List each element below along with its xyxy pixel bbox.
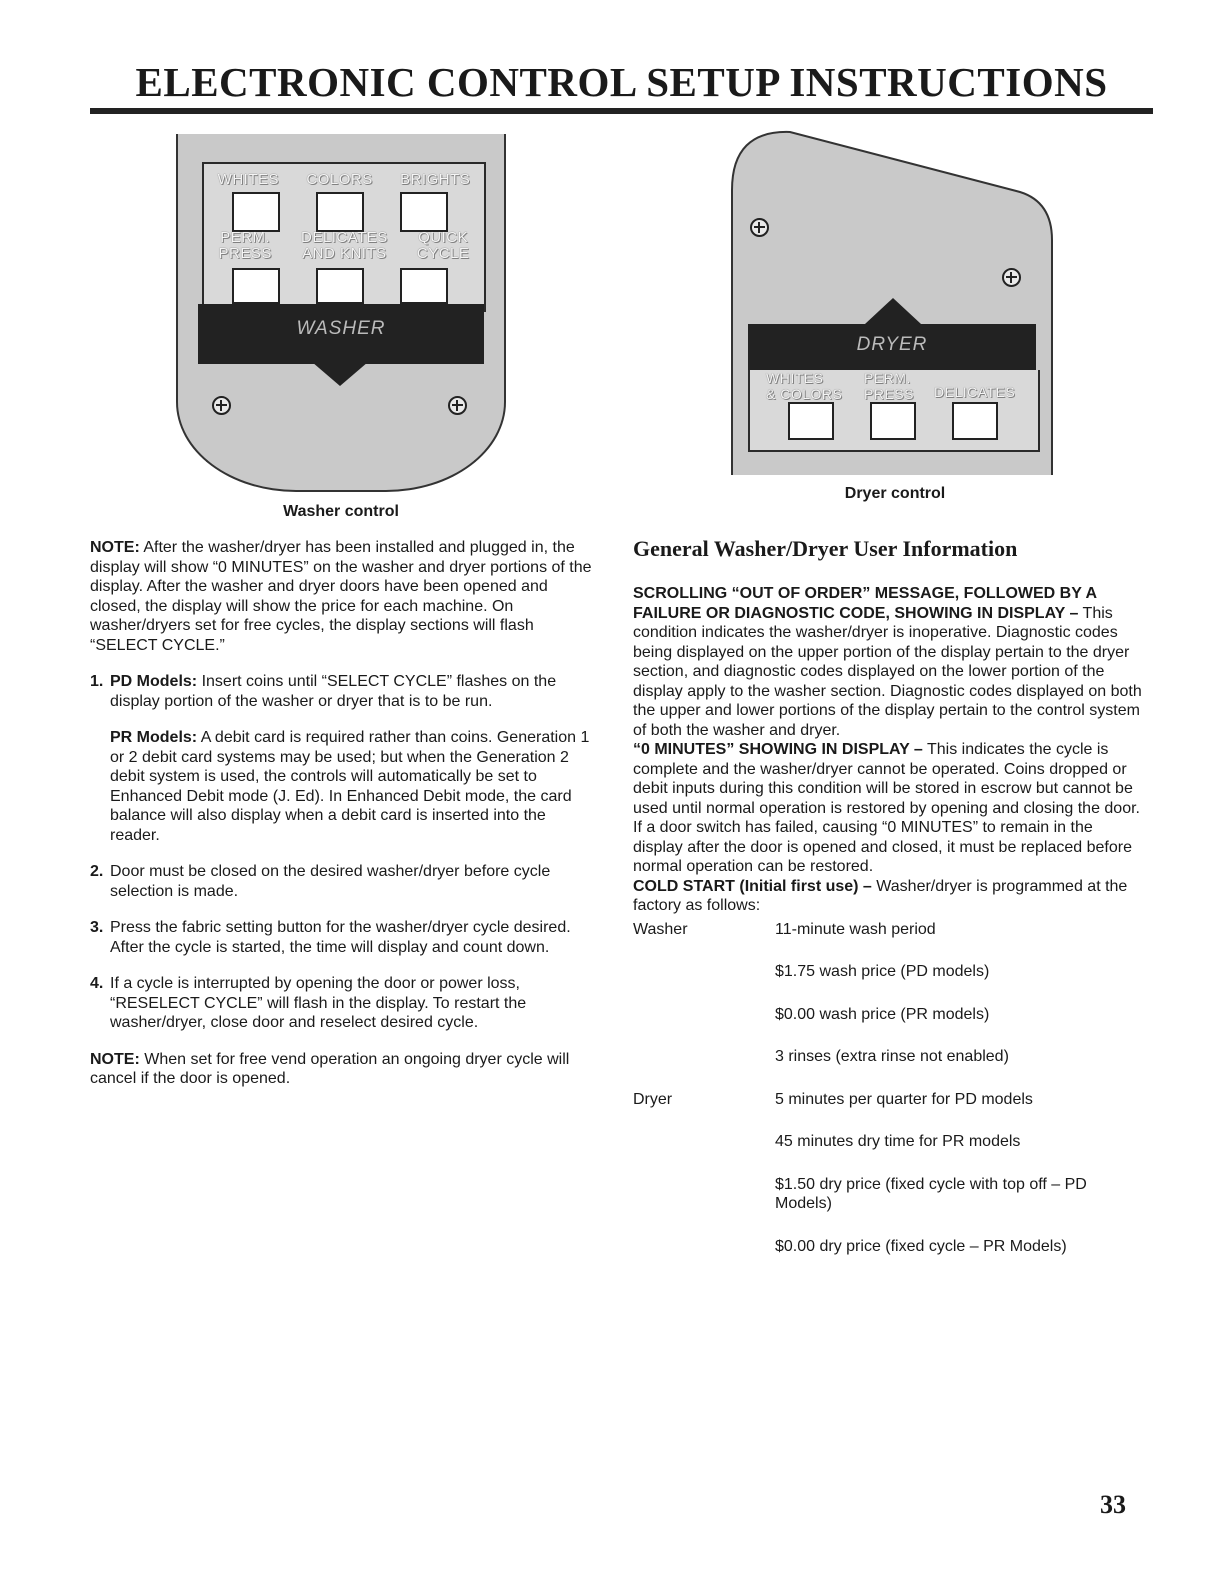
spec-row: [633, 1047, 1143, 1067]
washer-row2-labels: [204, 230, 484, 262]
washer-row1-labels: [204, 172, 484, 188]
spec-value: $0.00 dry price (fixed cycle – PR Models): [775, 1237, 1067, 1255]
dryer-label-delicates: DELICATES: [934, 384, 1016, 400]
spec-value: $1.75 wash price (PD models): [775, 963, 990, 980]
note-text: When set for free vend operation an ongoing dryer cycle will cancel if the door is opened.: [90, 1050, 570, 1087]
list-number: 2.: [90, 863, 104, 880]
page-title: ELECTRONIC CONTROL SETUP INSTRUCTIONS: [135, 59, 1108, 105]
washer-button-delicates[interactable]: [316, 268, 364, 304]
left-column: [90, 538, 600, 1089]
dryer-button-perm-press[interactable]: [870, 402, 916, 440]
washer-control-graphic: [176, 134, 506, 494]
dryer-button-whites-colors[interactable]: [788, 402, 834, 440]
washer-button-brights[interactable]: [400, 192, 448, 232]
note-label: NOTE:: [90, 539, 140, 556]
dryer-band: [748, 324, 1036, 372]
spec-value: 11-minute wash period: [775, 920, 936, 938]
factory-settings-list: [633, 920, 1143, 1257]
dryer-button-delicates[interactable]: [952, 402, 998, 440]
washer-button-perm-press[interactable]: [232, 268, 280, 304]
paragraph-label: “0 MINUTES” SHOWING IN DISPLAY –: [633, 741, 923, 758]
page-number: 33: [1100, 1490, 1126, 1519]
dryer-label-perm-press: PERM. PRESS: [864, 370, 914, 402]
washer-label-whites: WHITES: [217, 171, 280, 188]
dryer-button-panel: [748, 370, 1040, 452]
spec-row: [633, 1132, 1143, 1152]
list-item-text: If a cycle is interrupted by opening the door or power loss, “RESELECT CYCLE” will flash in the display. To restart the washer/dryer, close door and reselect desired cycle.: [110, 975, 527, 1031]
cold-start-paragraph: [633, 877, 1143, 916]
right-column: [633, 536, 1143, 1279]
zero-minutes-paragraph: [633, 740, 1143, 877]
washer-button-whites[interactable]: [232, 192, 280, 232]
screw-icon: [750, 218, 769, 237]
list-number: 3.: [90, 919, 104, 936]
paragraph-text: This condition indicates the washer/dryer is inoperative. Diagnostic codes being displayed on the upper portion of the display pertain to the dryer section, and diagnostic codes displayed on the lower portion of the display apply to the washer section. Diagnostic codes displayed on both the upper and lower portions of the display pertain to the control system of both the washer and dryer.: [633, 604, 1142, 739]
list-item: [90, 974, 600, 1033]
washer-button-quick-cycle[interactable]: [400, 268, 448, 304]
arrow-down-icon: [312, 362, 368, 386]
washer-label-delicates: DELICATES AND KNITS: [301, 229, 388, 262]
screw-icon: [1002, 268, 1021, 287]
washer-label-brights: BRIGHTS: [400, 171, 471, 188]
pr-models-text: A debit card is required rather than coins. Generation 1 or 2 debit card systems may be used; but when the Generation 2 debit system is used, the controls will automatically be set to Enhanced Debit mode (J. Ed). In Enhanced Debit mode, the card balance will also display when a debit card is inserted into the reader.: [110, 729, 590, 844]
list-item: [90, 918, 600, 957]
pr-models-label: PR Models:: [110, 729, 198, 746]
out-of-order-paragraph: [633, 584, 1143, 740]
spec-row: [633, 1175, 1143, 1214]
note-text: After the washer/dryer has been installed and plugged in, the display will show “0 MINUTES” on the washer and dryer portions of the display. After the washer and dryer doors have been opened and closed, the display will show the price for each machine. On washer/dryers set for free cycles, the display sections will flash “SELECT CYCLE.”: [90, 539, 592, 654]
spec-value: 3 rinses (extra rinse not enabled): [775, 1048, 1009, 1065]
spec-row: [633, 1090, 1143, 1110]
washer-band-label: WASHER: [296, 318, 386, 339]
dryer-control-graphic: [730, 130, 1060, 475]
list-item: [90, 862, 600, 901]
washer-button-panel: [202, 162, 486, 312]
paragraph-text: This indicates the cycle is complete and the washer/dryer cannot be operated. Coins dropped or debit inputs during this condition will be stored in escrow but cannot be used until normal operation is restored by opening and closing the door. If a door switch has failed, causing “0 MINUTES” to remain in the display after the door is opened and closed, it must be replaced before normal operation can be restored.: [633, 741, 1140, 875]
note-label: NOTE:: [90, 1050, 140, 1068]
spec-value: 45 minutes dry time for PR models: [775, 1133, 1021, 1150]
washer-label-colors: COLORS: [306, 171, 373, 188]
washer-band: [198, 304, 484, 364]
spec-row: [633, 920, 1143, 940]
spec-value: $0.00 wash price (PR models): [775, 1005, 990, 1023]
screw-icon: [212, 396, 231, 415]
screw-icon: [448, 396, 467, 415]
title-rule: [90, 108, 1153, 114]
paragraph-label: SCROLLING “OUT OF ORDER” MESSAGE, FOLLOWED BY A FAILURE OR DIAGNOSTIC CODE, SHOWING IN DISPLAY –: [633, 585, 1097, 622]
spec-value: 5 minutes per quarter for PD models: [775, 1090, 1033, 1108]
list-item-text: Press the fabric setting button for the washer/dryer cycle desired. After the cycle is started, the time will display and count down.: [110, 919, 571, 956]
spec-row: [633, 1005, 1143, 1025]
pd-models-text: Insert coins until “SELECT CYCLE” flashes on the display portion of the washer or dryer that is to be run.: [110, 673, 557, 710]
washer-label-quick-cycle: QUICK CYCLE: [416, 229, 470, 262]
spec-row: [633, 1237, 1143, 1257]
dryer-band-label: DRYER: [856, 334, 928, 355]
washer-label-perm-press: PERM. PRESS: [218, 229, 272, 262]
washer-button-colors[interactable]: [316, 192, 364, 232]
note-paragraph: [90, 1050, 600, 1089]
spec-label-dryer: Dryer: [633, 1090, 673, 1108]
paragraph-label: COLD START (Initial first use) –: [633, 877, 872, 895]
list-number: 1.: [90, 673, 104, 690]
arrow-up-icon: [865, 298, 921, 324]
pd-models-label: PD Models:: [110, 673, 198, 690]
dryer-label-whites-colors: WHITES & COLORS: [766, 370, 843, 402]
list-number: 4.: [90, 975, 104, 992]
list-item-text: Door must be closed on the desired washer/dryer before cycle selection is made.: [110, 863, 551, 900]
paragraph-text: Washer/dryer is programmed at the factory as follows:: [633, 877, 1128, 914]
spec-row: [633, 962, 1143, 982]
dryer-caption: Dryer control: [844, 485, 946, 502]
list-item: [90, 672, 600, 845]
spec-label-washer: Washer: [633, 920, 688, 938]
washer-caption: Washer control: [283, 503, 399, 520]
spec-value: $1.50 dry price (fixed cycle with top off – PD Models): [775, 1175, 1087, 1212]
note-paragraph: [90, 538, 600, 655]
section-heading: General Washer/Dryer User Information: [633, 536, 1018, 561]
